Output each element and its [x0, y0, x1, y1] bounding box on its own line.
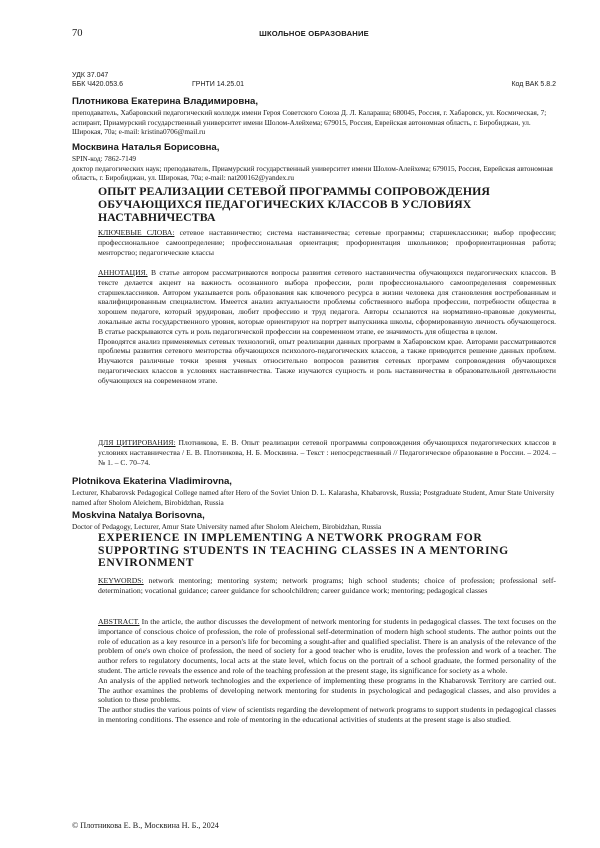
abstract-paragraph: Проводятся анализ применяемых сетевых технологий, опыт реализации данных программ в Хабаровском крае. Авторами рассматриваются проблемы развития сетевого менторства обучающихся психолого-педагогических классов, а также приводится решение данных проблем. Изучаются различные точки зрения ученых относительно вопросов развития сетевых программ сопровождения обучающихся педагогических классов в условиях наставничества. Также изучаются сущность и роль наставничества в образовательной деятельности обучающихся на современном этапе.: [98, 336, 556, 385]
author-ru-2: [72, 142, 556, 183]
grnti-code: ГРНТИ 14.25.01: [192, 81, 245, 88]
udk-code: УДК 37.047: [72, 72, 109, 79]
author-affiliation: SPIN-код: 7862-7149 доктор педагогических наук; преподаватель, Приамурский государственный университет имени Шолом-Алейхема; 679015, Россия, Еврейская автономная область, г. Биробиджан, ул. Широкая, 70а; e-mail: nat200162@yandex.ru: [72, 154, 553, 183]
abstract-ru: [98, 268, 556, 386]
keywords-label: КЛЮЧЕВЫЕ СЛОВА:: [98, 228, 175, 237]
abstract-label: ABSTRACT.: [98, 617, 140, 626]
citation-label: ДЛЯ ЦИТИРОВАНИЯ:: [98, 438, 176, 447]
abstract-paragraph: В статье автором рассматриваются вопросы развития сетевого наставничества обучающихся педагогических классов. В тексте делается акцент на важность осознанного выбора профессии, роли профессионального самоопределения современных старшеклассников. Автором указывается роль образования как ключевого ресурса в жизни человека для становления востребованным и квалифицированным специалистом. Имеется анализ актуальности проблемы собственного выбора профессии, потребности общества в хорошем педагоге, который эрудирован, любит профессию и труд педагога. Авторы ссылаются на нормативно-правовые документы, локальные акты государственного уровня, которые ориентируют на портрет выпускника школы, сформированную личность обучающегося. В статье раскрываются суть и роль педагогической профессии на современном этапе, ее значимость для общества в целом.: [98, 268, 556, 336]
author-name: Плотникова Екатерина Владимировна,: [72, 96, 259, 107]
citation-text: Плотникова, Е. В. Опыт реализации сетевой программы сопровождения обучающихся педагогических классов в условиях наставничества / Е. В. Плотникова, Н. Б. Москвина. – Текст : непосредственный // Педагогическое образование в России. – 2024. – № 1. – С. 70–74.: [98, 438, 556, 467]
page-number: 70: [72, 28, 83, 39]
author-ru-1: [72, 96, 556, 137]
author-en-2: [72, 510, 556, 532]
abstract-label: АННОТАЦИЯ.: [98, 268, 148, 277]
vak-code: Код ВАК 5.8.2: [511, 81, 556, 88]
citation-ru: [98, 438, 556, 467]
keywords-en: [98, 576, 556, 596]
abstract-paragraph: An analysis of the applied network technologies and the experience of implementing these programs in the Khabarovsk Territory are carried out. The author examines the problems of developing network mentoring for students in psychological and pedagogical classes, and also provides a solution to these problems.: [98, 675, 556, 705]
author-affiliation: Lecturer, Khabarovsk Pedagogical College named after Hero of the Soviet Union D. L. Kalarasha, Khabarovsk, Russia; Postgraduate Student, Amur State University named after Sholom Aleichem, Birobidzhan, Russia: [72, 488, 555, 507]
article-title-ru: ОПЫТ РЕАЛИЗАЦИИ СЕТЕВОЙ ПРОГРАММЫ СОПРОВОЖДЕНИЯ ОБУЧАЮЩИХСЯ ПЕДАГОГИЧЕСКИХ КЛАССОВ В УСЛОВИЯХ НАСТАВНИЧЕСТВА: [98, 184, 490, 224]
abstract-paragraph: In the article, the author discusses the development of network mentoring for students in pedagogical classes. The text focuses on the importance of conscious choice of profession, the role of professional self-determination of modern high school students. The author points out the role of education as a key resource in a person's life for becoming a sought-after and qualified specialist. There is an analysis of the relevance of the problem of one's own choice of profession, the need of society for a good teacher who is erudite, loves the profession and work of a teacher. The author refers to regulatory documents, local acts at the state level, which focus on the portrait of a school graduate, the formed personality of the student. The article reveals the essence and role of the teaching profession at the present stage, its significance for society as a whole.: [98, 617, 556, 675]
author-name: Moskvina Natalya Borisovna,: [72, 510, 205, 521]
author-affiliation: преподаватель, Хабаровский педагогический колледж имени Героя Советского Союза Д. Л. Калараша; 680045, Россия, г. Хабаровск, ул. Космическая, 7; аспирант, Приамурский государственный университет имени Шолом-Алейхема; 679015, Россия, Еврейская автономная область, г. Биробиджан, ул. Широкая, 70а; e-mail: kristina0706@mail.ru: [72, 108, 547, 137]
abstract-en: [98, 617, 556, 725]
author-affiliation: Doctor of Pedagogy, Lecturer, Amur State University named after Sholom Aleichem, Birobidzhan, Russia: [72, 522, 382, 531]
copyright-line: © Плотникова Е. В., Москвина Н. Б., 2024: [72, 821, 219, 830]
bbk-code: ББК Ч420.053.6: [72, 81, 124, 88]
article-title-en: EXPERIENCE IN IMPLEMENTING A NETWORK PROGRAM FOR SUPPORTING STUDENTS IN TEACHING CLASSES IN A MENTORING ENVIRONMENT: [98, 531, 509, 570]
author-name: Plotnikova Ekaterina Vladimirovna,: [72, 476, 232, 487]
keywords-label: KEYWORDS:: [98, 576, 144, 585]
running-header: [72, 28, 556, 40]
abstract-paragraph: The author studies the various points of view of scientists regarding the development of network programs to support students in pedagogical classes in mentoring conditions. The essence and role of mentoring in the educational activities of students at the present stage is also studied.: [98, 705, 556, 724]
keywords-text: network mentoring; mentoring system; network programs; high school students; choice of profession; professional self-determination; vocational guidance; career guidance for schoolchildren; career guidance work; mentoring; pedagogical classes: [98, 576, 556, 595]
author-name: Москвина Наталья Борисовна,: [72, 142, 220, 153]
keywords-ru: [98, 228, 556, 257]
keywords-text: сетевое наставничество; система наставничества; сетевые программы; старшеклассники; выбор профессии; профессиональное самоопределение; профессиональная ориентация; профориентация школьников; профориентационная работа; менторство; педагогические классы: [98, 228, 556, 257]
author-en-1: [72, 476, 556, 507]
classification-codes: [72, 71, 556, 89]
journal-name: ШКОЛЬНОЕ ОБРАЗОВАНИЕ: [259, 29, 369, 38]
